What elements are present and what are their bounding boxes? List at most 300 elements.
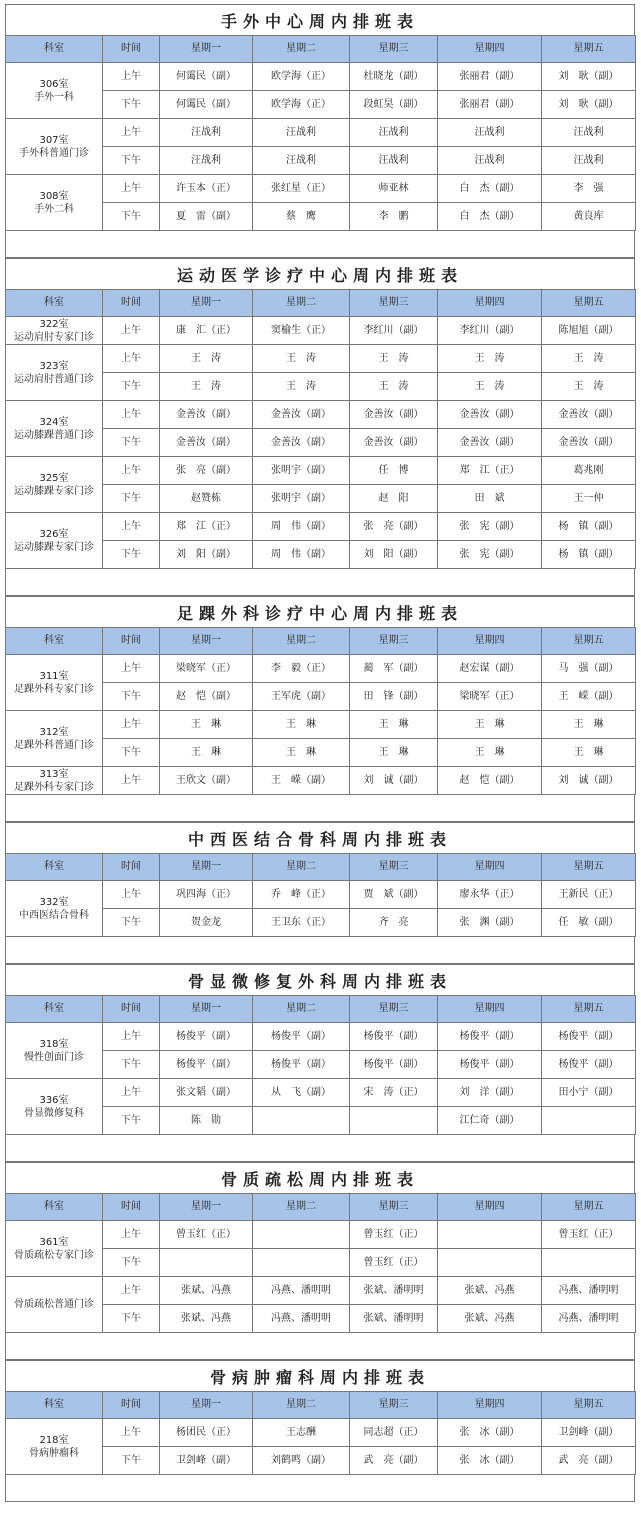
doctor-cell: 杨俊平（副） bbox=[350, 1051, 438, 1079]
column-header: 时间 bbox=[103, 290, 160, 317]
doctor-cell: 巩四海（正） bbox=[160, 881, 253, 909]
doctor-cell: 冯燕、潘明明 bbox=[253, 1305, 350, 1333]
section-title: 运动医学诊疗中心周内排班表 bbox=[5, 258, 635, 289]
time-cell: 上午 bbox=[103, 345, 160, 373]
doctor-cell: 王 琳 bbox=[438, 711, 542, 739]
time-cell: 下午 bbox=[103, 1107, 160, 1135]
column-header: 星期一 bbox=[160, 854, 253, 881]
doctor-cell bbox=[253, 1221, 350, 1249]
doctor-cell: 冯燕、潘明明 bbox=[542, 1305, 636, 1333]
doctor-cell bbox=[542, 1107, 636, 1135]
doctor-cell: 江仁奇（副） bbox=[438, 1107, 542, 1135]
column-header: 星期一 bbox=[160, 36, 253, 63]
time-cell: 上午 bbox=[103, 1023, 160, 1051]
column-header: 星期五 bbox=[542, 290, 636, 317]
doctor-cell: 赵 恺（副） bbox=[438, 767, 542, 795]
room-cell: 332室 中西医结合骨科 bbox=[6, 881, 103, 937]
doctor-cell: 刘 诚（副） bbox=[350, 767, 438, 795]
doctor-cell: 田 锋（副） bbox=[350, 683, 438, 711]
doctor-cell: 梁晓军（正） bbox=[438, 683, 542, 711]
time-cell: 下午 bbox=[103, 739, 160, 767]
doctor-cell: 王 琳 bbox=[542, 711, 636, 739]
column-header: 星期五 bbox=[542, 628, 636, 655]
room-cell: 311室 足踝外科专家门诊 bbox=[6, 655, 103, 711]
time-cell: 上午 bbox=[103, 63, 160, 91]
doctor-cell: 赵 恺（副） bbox=[160, 683, 253, 711]
doctor-cell: 王 涛 bbox=[438, 373, 542, 401]
doctor-cell: 夏 雷（副） bbox=[160, 203, 253, 231]
table-row bbox=[6, 881, 636, 909]
column-header: 时间 bbox=[103, 1194, 160, 1221]
doctor-cell bbox=[350, 1107, 438, 1135]
doctor-cell: 周 伟（副） bbox=[253, 541, 350, 569]
doctor-cell: 王 琳 bbox=[160, 711, 253, 739]
table-row bbox=[6, 401, 636, 429]
column-header: 星期五 bbox=[542, 36, 636, 63]
column-header: 星期五 bbox=[542, 1194, 636, 1221]
doctor-cell: 赵赞栋 bbox=[160, 485, 253, 513]
schedule-section bbox=[5, 1162, 635, 1360]
table-row bbox=[6, 1419, 636, 1447]
doctor-cell: 汪战利 bbox=[160, 147, 253, 175]
time-cell: 上午 bbox=[103, 1079, 160, 1107]
doctor-cell: 郑 江（正） bbox=[438, 457, 542, 485]
doctor-cell: 张 渊（副） bbox=[438, 909, 542, 937]
time-cell: 下午 bbox=[103, 203, 160, 231]
doctor-cell: 金善汝（副） bbox=[350, 401, 438, 429]
column-header: 星期三 bbox=[350, 1194, 438, 1221]
schedule-table bbox=[5, 995, 636, 1135]
doctor-cell: 杨俊平（副） bbox=[253, 1051, 350, 1079]
column-header: 科室 bbox=[6, 1392, 103, 1419]
doctor-cell: 张红星（正） bbox=[253, 175, 350, 203]
doctor-cell: 刘 阳（副） bbox=[350, 541, 438, 569]
time-cell: 下午 bbox=[103, 1447, 160, 1475]
column-header: 星期五 bbox=[542, 996, 636, 1023]
room-cell: 308室 手外二科 bbox=[6, 175, 103, 231]
table-row bbox=[6, 119, 636, 147]
column-header: 星期四 bbox=[438, 996, 542, 1023]
room-cell: 312室 足踝外科普通门诊 bbox=[6, 711, 103, 767]
doctor-cell bbox=[438, 1221, 542, 1249]
doctor-cell: 任 博 bbox=[350, 457, 438, 485]
column-header: 科室 bbox=[6, 854, 103, 881]
doctor-cell: 汪战利 bbox=[350, 119, 438, 147]
schedule-section bbox=[5, 4, 635, 258]
column-header: 星期一 bbox=[160, 1194, 253, 1221]
doctor-cell: 赵宏谋（副） bbox=[438, 655, 542, 683]
schedule-table bbox=[5, 35, 636, 231]
doctor-cell: 蔺 军（副） bbox=[350, 655, 438, 683]
section-title: 骨质疏松周内排班表 bbox=[5, 1162, 635, 1193]
column-header: 星期四 bbox=[438, 854, 542, 881]
doctor-cell: 杨 镇（副） bbox=[542, 541, 636, 569]
doctor-cell: 曾玉红（正） bbox=[542, 1221, 636, 1249]
doctor-cell: 王 涛 bbox=[160, 373, 253, 401]
doctor-cell bbox=[253, 1249, 350, 1277]
table-row bbox=[6, 767, 636, 795]
doctor-cell: 康 汇（正） bbox=[160, 317, 253, 345]
doctor-cell: 汪战利 bbox=[160, 119, 253, 147]
doctor-cell: 曾玉红（正） bbox=[350, 1221, 438, 1249]
time-cell: 上午 bbox=[103, 881, 160, 909]
time-cell: 下午 bbox=[103, 91, 160, 119]
section-spacer bbox=[5, 1333, 635, 1360]
header-row bbox=[6, 628, 636, 655]
doctor-cell: 杨俊平（副） bbox=[350, 1023, 438, 1051]
doctor-cell: 王新民（正） bbox=[542, 881, 636, 909]
schedule-table bbox=[5, 853, 636, 937]
doctor-cell: 刘 阳（副） bbox=[160, 541, 253, 569]
doctor-cell: 汪战利 bbox=[542, 119, 636, 147]
table-row bbox=[6, 63, 636, 91]
table-row bbox=[6, 1079, 636, 1107]
doctor-cell: 王一仲 bbox=[542, 485, 636, 513]
doctor-cell: 冯燕、潘明明 bbox=[542, 1277, 636, 1305]
doctor-cell: 王 琳 bbox=[542, 739, 636, 767]
column-header: 星期二 bbox=[253, 1392, 350, 1419]
doctor-cell: 金善汝（副） bbox=[542, 429, 636, 457]
time-cell: 下午 bbox=[103, 373, 160, 401]
doctor-cell: 王 涛 bbox=[350, 373, 438, 401]
column-header: 科室 bbox=[6, 36, 103, 63]
doctor-cell: 王 嵘（副） bbox=[253, 767, 350, 795]
doctor-cell: 乔 峰（正） bbox=[253, 881, 350, 909]
time-cell: 上午 bbox=[103, 457, 160, 485]
doctor-cell: 田小宁（副） bbox=[542, 1079, 636, 1107]
doctor-cell: 张丽君（副） bbox=[438, 91, 542, 119]
time-cell: 上午 bbox=[103, 175, 160, 203]
doctor-cell: 王 涛 bbox=[253, 345, 350, 373]
schedule-table bbox=[5, 289, 636, 569]
doctor-cell: 贺金龙 bbox=[160, 909, 253, 937]
column-header: 星期三 bbox=[350, 1392, 438, 1419]
doctor-cell: 张斌、冯燕 bbox=[438, 1305, 542, 1333]
room-cell: 313室 足踝外科专家门诊 bbox=[6, 767, 103, 795]
doctor-cell: 张 宪（副） bbox=[438, 513, 542, 541]
column-header: 星期四 bbox=[438, 290, 542, 317]
column-header: 星期二 bbox=[253, 36, 350, 63]
column-header: 星期二 bbox=[253, 290, 350, 317]
room-cell: 336室 骨显微修复科 bbox=[6, 1079, 103, 1135]
doctor-cell bbox=[438, 1249, 542, 1277]
doctor-cell: 欧学海（正） bbox=[253, 91, 350, 119]
header-row bbox=[6, 290, 636, 317]
header-row bbox=[6, 1392, 636, 1419]
doctor-cell: 王志酬 bbox=[253, 1419, 350, 1447]
column-header: 星期三 bbox=[350, 290, 438, 317]
doctor-cell: 王 嵘（副） bbox=[542, 683, 636, 711]
doctor-cell: 田 斌 bbox=[438, 485, 542, 513]
doctor-cell: 宋 涛（正） bbox=[350, 1079, 438, 1107]
doctor-cell: 张斌、潘明明 bbox=[350, 1305, 438, 1333]
section-title: 骨病肿瘤科周内排班表 bbox=[5, 1360, 635, 1391]
column-header: 星期四 bbox=[438, 1194, 542, 1221]
doctor-cell: 马 强（副） bbox=[542, 655, 636, 683]
doctor-cell: 王 琳 bbox=[253, 739, 350, 767]
doctor-cell: 武 亮（副） bbox=[350, 1447, 438, 1475]
column-header: 星期二 bbox=[253, 996, 350, 1023]
doctor-cell: 张 宪（副） bbox=[438, 541, 542, 569]
column-header: 星期四 bbox=[438, 36, 542, 63]
doctor-cell: 王欣文（副） bbox=[160, 767, 253, 795]
doctor-cell: 陈旭旭（副） bbox=[542, 317, 636, 345]
doctor-cell: 张斌、冯燕 bbox=[438, 1277, 542, 1305]
time-cell: 上午 bbox=[103, 711, 160, 739]
doctor-cell: 贾 斌（副） bbox=[350, 881, 438, 909]
doctor-cell: 刘鹤鸣（副） bbox=[253, 1447, 350, 1475]
time-cell: 下午 bbox=[103, 541, 160, 569]
time-cell: 下午 bbox=[103, 1249, 160, 1277]
doctor-cell: 张斌、潘明明 bbox=[350, 1277, 438, 1305]
room-cell: 322室 运动肩肘专家门诊 bbox=[6, 317, 103, 345]
doctor-cell: 从 飞（副） bbox=[253, 1079, 350, 1107]
schedule-section bbox=[5, 596, 635, 822]
doctor-cell: 金善汝（副） bbox=[542, 401, 636, 429]
room-cell: 324室 运动膝踝普通门诊 bbox=[6, 401, 103, 457]
doctor-cell: 杨俊平（副） bbox=[160, 1051, 253, 1079]
doctor-cell: 蔡 鹰 bbox=[253, 203, 350, 231]
doctor-cell: 汪战利 bbox=[350, 147, 438, 175]
section-spacer bbox=[5, 1135, 635, 1162]
time-cell: 上午 bbox=[103, 767, 160, 795]
doctor-cell: 王 涛 bbox=[350, 345, 438, 373]
doctor-cell: 武 亮（副） bbox=[542, 1447, 636, 1475]
doctor-cell: 梁晓军（正） bbox=[160, 655, 253, 683]
doctor-cell: 张文韬（副） bbox=[160, 1079, 253, 1107]
doctor-cell: 汪战利 bbox=[253, 119, 350, 147]
section-title: 中西医结合骨科周内排班表 bbox=[5, 822, 635, 853]
column-header: 星期一 bbox=[160, 628, 253, 655]
doctor-cell: 卫剑峰（副） bbox=[542, 1419, 636, 1447]
doctor-cell: 汪战利 bbox=[438, 147, 542, 175]
doctor-cell: 杜晓龙（副） bbox=[350, 63, 438, 91]
column-header: 星期五 bbox=[542, 1392, 636, 1419]
schedule-table bbox=[5, 1193, 636, 1333]
header-row bbox=[6, 36, 636, 63]
doctor-cell: 汪战利 bbox=[253, 147, 350, 175]
doctor-cell: 王 涛 bbox=[253, 373, 350, 401]
doctor-cell: 师亚林 bbox=[350, 175, 438, 203]
room-cell: 326室 运动膝踝专家门诊 bbox=[6, 513, 103, 569]
doctor-cell: 何霭民（副） bbox=[160, 91, 253, 119]
time-cell: 上午 bbox=[103, 1419, 160, 1447]
doctor-cell: 王 琳 bbox=[253, 711, 350, 739]
column-header: 时间 bbox=[103, 854, 160, 881]
column-header: 星期一 bbox=[160, 290, 253, 317]
doctor-cell: 张 亮（副） bbox=[160, 457, 253, 485]
column-header: 科室 bbox=[6, 628, 103, 655]
doctor-cell: 廖永华（正） bbox=[438, 881, 542, 909]
doctor-cell: 王 琳 bbox=[350, 711, 438, 739]
doctor-cell bbox=[542, 1249, 636, 1277]
doctor-cell: 李 强 bbox=[542, 175, 636, 203]
doctor-cell: 黄良库 bbox=[542, 203, 636, 231]
doctor-cell: 何霭民（副） bbox=[160, 63, 253, 91]
table-row bbox=[6, 513, 636, 541]
table-row bbox=[6, 175, 636, 203]
doctor-cell: 金善汝（副） bbox=[438, 429, 542, 457]
section-spacer bbox=[5, 569, 635, 596]
section-spacer bbox=[5, 231, 635, 258]
doctor-cell: 王 琳 bbox=[160, 739, 253, 767]
column-header: 星期二 bbox=[253, 628, 350, 655]
table-row bbox=[6, 655, 636, 683]
doctor-cell: 杨团民（正） bbox=[160, 1419, 253, 1447]
doctor-cell: 葛兆刚 bbox=[542, 457, 636, 485]
room-cell: 361室 骨质疏松专家门诊 bbox=[6, 1221, 103, 1277]
column-header: 时间 bbox=[103, 36, 160, 63]
doctor-cell: 金善汝（副） bbox=[253, 429, 350, 457]
doctor-cell: 杨俊平（副） bbox=[253, 1023, 350, 1051]
doctor-cell: 李 鹏 bbox=[350, 203, 438, 231]
doctor-cell: 欧学海（正） bbox=[253, 63, 350, 91]
doctor-cell: 王 涛 bbox=[438, 345, 542, 373]
column-header: 星期二 bbox=[253, 854, 350, 881]
column-header: 科室 bbox=[6, 1194, 103, 1221]
doctor-cell: 张 冰（副） bbox=[438, 1419, 542, 1447]
doctor-cell: 杨俊平（副） bbox=[438, 1023, 542, 1051]
doctor-cell: 周 伟（副） bbox=[253, 513, 350, 541]
header-row bbox=[6, 1194, 636, 1221]
room-cell: 骨质疏松普通门诊 bbox=[6, 1277, 103, 1333]
time-cell: 下午 bbox=[103, 429, 160, 457]
doctor-cell: 张明宇（副） bbox=[253, 457, 350, 485]
doctor-cell: 杨 镇（副） bbox=[542, 513, 636, 541]
doctor-cell: 王 涛 bbox=[160, 345, 253, 373]
section-title: 手外中心周内排班表 bbox=[5, 4, 635, 35]
section-title: 骨显微修复外科周内排班表 bbox=[5, 964, 635, 995]
time-cell: 下午 bbox=[103, 1305, 160, 1333]
column-header: 科室 bbox=[6, 290, 103, 317]
time-cell: 上午 bbox=[103, 317, 160, 345]
doctor-cell: 王卫东（正） bbox=[253, 909, 350, 937]
doctor-cell: 王 琳 bbox=[438, 739, 542, 767]
table-row bbox=[6, 317, 636, 345]
room-cell: 325室 运动膝踝专家门诊 bbox=[6, 457, 103, 513]
schedule-page bbox=[5, 4, 635, 1502]
section-spacer bbox=[5, 1475, 635, 1502]
doctor-cell: 刘 洋（副） bbox=[438, 1079, 542, 1107]
column-header: 星期一 bbox=[160, 996, 253, 1023]
doctor-cell: 任 敏（副） bbox=[542, 909, 636, 937]
time-cell: 上午 bbox=[103, 513, 160, 541]
doctor-cell: 赵 阳 bbox=[350, 485, 438, 513]
doctor-cell bbox=[253, 1107, 350, 1135]
column-header: 星期三 bbox=[350, 996, 438, 1023]
doctor-cell: 张明宇（副） bbox=[253, 485, 350, 513]
time-cell: 上午 bbox=[103, 119, 160, 147]
doctor-cell: 冯燕、潘明明 bbox=[253, 1277, 350, 1305]
doctor-cell: 张丽君（副） bbox=[438, 63, 542, 91]
section-spacer bbox=[5, 795, 635, 822]
doctor-cell: 王军虎（副） bbox=[253, 683, 350, 711]
room-cell: 218室 骨病肿瘤科 bbox=[6, 1419, 103, 1475]
doctor-cell: 曾玉红（正） bbox=[160, 1221, 253, 1249]
schedule-section bbox=[5, 964, 635, 1162]
doctor-cell: 汪战利 bbox=[542, 147, 636, 175]
time-cell: 上午 bbox=[103, 1221, 160, 1249]
doctor-cell: 杨俊平（副） bbox=[542, 1051, 636, 1079]
time-cell: 上午 bbox=[103, 655, 160, 683]
doctor-cell: 张 冰（副） bbox=[438, 1447, 542, 1475]
time-cell: 下午 bbox=[103, 1051, 160, 1079]
column-header: 星期二 bbox=[253, 1194, 350, 1221]
doctor-cell: 刘 耿（副） bbox=[542, 91, 636, 119]
table-row bbox=[6, 457, 636, 485]
doctor-cell: 王 琳 bbox=[350, 739, 438, 767]
doctor-cell: 窦榆生（正） bbox=[253, 317, 350, 345]
table-row bbox=[6, 345, 636, 373]
doctor-cell: 刘 诚（副） bbox=[542, 767, 636, 795]
doctor-cell: 郑 江（正） bbox=[160, 513, 253, 541]
schedule-section bbox=[5, 1360, 635, 1502]
column-header: 星期四 bbox=[438, 628, 542, 655]
room-cell: 307室 手外科普通门诊 bbox=[6, 119, 103, 175]
doctor-cell: 王 涛 bbox=[542, 373, 636, 401]
section-title: 足踝外科诊疗中心周内排班表 bbox=[5, 596, 635, 627]
doctor-cell: 杨俊平（副） bbox=[542, 1023, 636, 1051]
table-row bbox=[6, 1277, 636, 1305]
header-row bbox=[6, 854, 636, 881]
column-header: 科室 bbox=[6, 996, 103, 1023]
column-header: 星期三 bbox=[350, 854, 438, 881]
doctor-cell: 杨俊平（副） bbox=[438, 1051, 542, 1079]
time-cell: 上午 bbox=[103, 1277, 160, 1305]
schedule-table bbox=[5, 1391, 636, 1475]
doctor-cell: 金善汝（副） bbox=[253, 401, 350, 429]
column-header: 星期三 bbox=[350, 36, 438, 63]
time-cell: 下午 bbox=[103, 683, 160, 711]
table-row bbox=[6, 711, 636, 739]
doctor-cell: 李红川（副） bbox=[350, 317, 438, 345]
table-row bbox=[6, 1023, 636, 1051]
time-cell: 下午 bbox=[103, 909, 160, 937]
doctor-cell: 齐 亮 bbox=[350, 909, 438, 937]
doctor-cell: 李 毅（正） bbox=[253, 655, 350, 683]
time-cell: 上午 bbox=[103, 401, 160, 429]
doctor-cell: 杨俊平（副） bbox=[160, 1023, 253, 1051]
column-header: 星期三 bbox=[350, 628, 438, 655]
column-header: 星期一 bbox=[160, 1392, 253, 1419]
doctor-cell: 金善汝（副） bbox=[160, 429, 253, 457]
doctor-cell: 陈 勋 bbox=[160, 1107, 253, 1135]
doctor-cell: 金善汝（副） bbox=[160, 401, 253, 429]
doctor-cell: 张斌、冯燕 bbox=[160, 1277, 253, 1305]
column-header: 时间 bbox=[103, 1392, 160, 1419]
time-cell: 下午 bbox=[103, 147, 160, 175]
doctor-cell: 许玉本（正） bbox=[160, 175, 253, 203]
section-spacer bbox=[5, 937, 635, 964]
doctor-cell: 金善汝（副） bbox=[438, 401, 542, 429]
doctor-cell: 李红川（副） bbox=[438, 317, 542, 345]
schedule-section bbox=[5, 822, 635, 964]
table-row bbox=[6, 1221, 636, 1249]
doctor-cell: 张 亮（副） bbox=[350, 513, 438, 541]
doctor-cell: 王 涛 bbox=[542, 345, 636, 373]
schedule-table bbox=[5, 627, 636, 795]
room-cell: 323室 运动肩肘普通门诊 bbox=[6, 345, 103, 401]
room-cell: 318室 慢性创面门诊 bbox=[6, 1023, 103, 1079]
time-cell: 下午 bbox=[103, 485, 160, 513]
doctor-cell bbox=[160, 1249, 253, 1277]
column-header: 时间 bbox=[103, 996, 160, 1023]
doctor-cell: 白 杰（副） bbox=[438, 175, 542, 203]
doctor-cell: 段虹昊（副） bbox=[350, 91, 438, 119]
column-header: 星期五 bbox=[542, 854, 636, 881]
doctor-cell: 曾玉红（正） bbox=[350, 1249, 438, 1277]
doctor-cell: 金善汝（副） bbox=[350, 429, 438, 457]
